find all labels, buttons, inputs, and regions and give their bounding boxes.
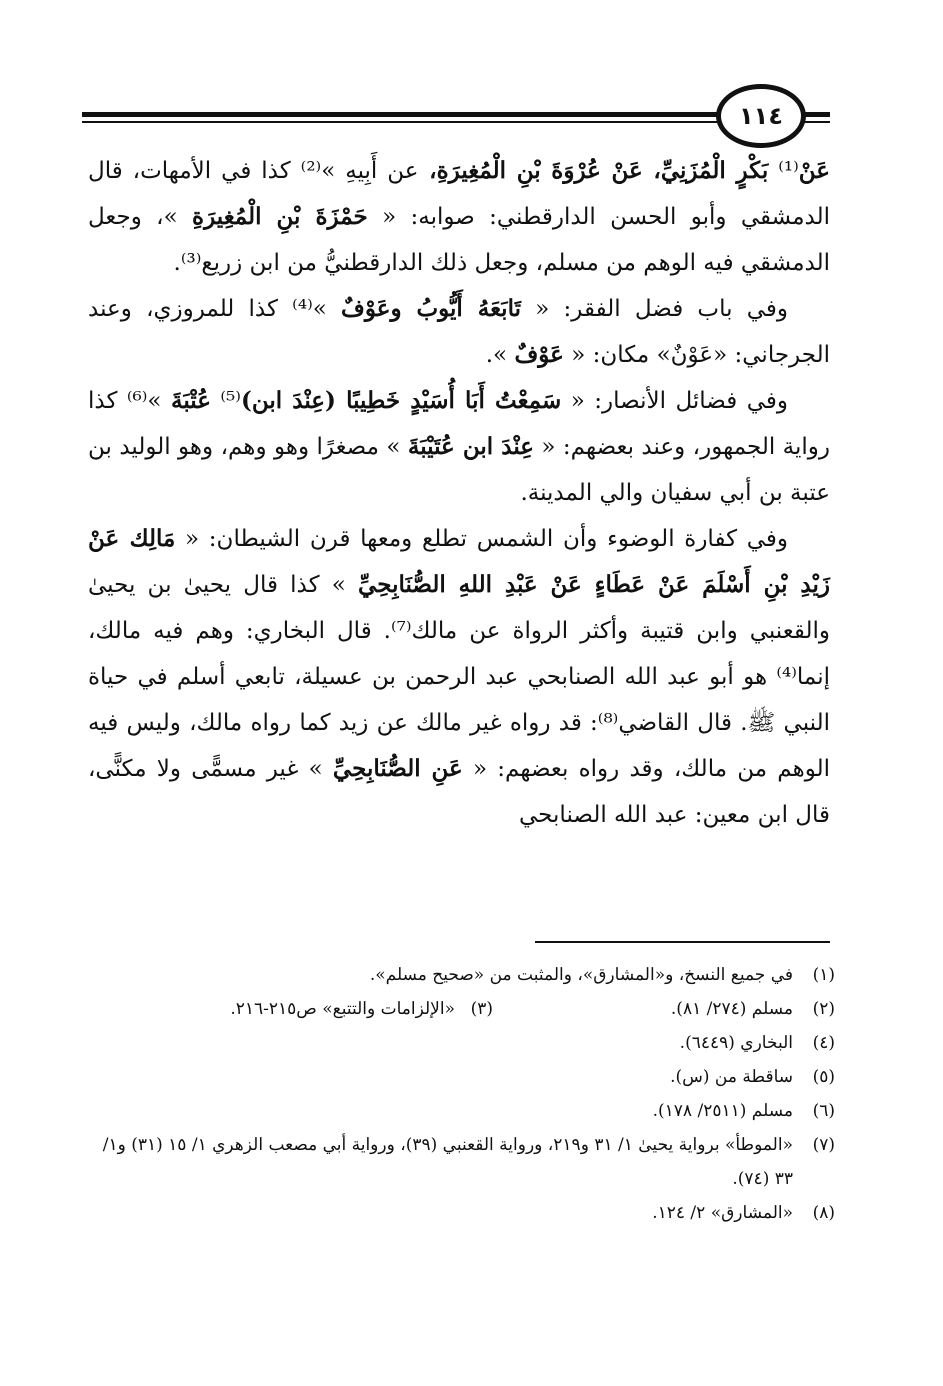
footnote-3 [230,992,493,1026]
footnote-number: (٢) [812,999,835,1019]
quoted-text: عُتْبَةَ [170,387,211,414]
text-run: » كذا قال يحيىٰ بن يحيىٰ والقعنبي وابن قتيبة وأكثر الرواة عن مالك⁽⁷⁾. قال البخاري: وهم فيه مالك، إنما⁽⁴⁾ هو أبو عبد الله الصنابحي عبد الرحمن بن عسيلة، تابعي أسلم في حياة النبي ﷺ. قال القاضي⁽⁸⁾: قد رواه غير مالك عن زيد كما رواه مالك، وليس فيه الوهم من مالك، وقد رواه بعضهم: « [88,572,830,782]
page-number: ١١٤ [716,84,806,148]
footnote-text: «الموطأ» برواية يحيىٰ ١/ ٣١ و٢١٩، ورواية القعنبي (٣٩)، ورواية أبي مصعب الزهري ١/ ١٥ (٣١) و١/ ٣٣ (٧٤). [102,1135,793,1189]
text-run: »⁽⁶⁾ كذا رواية الجمهور، وعند بعضهم: « [88,388,830,460]
footnote-text: في جميع النسخ، و«المشارق»، والمثبت من «صحيح مسلم». [369,965,793,985]
footnote-text: مسلم (٢٥١١/ ١٧٨). [652,1101,793,1121]
footnote-text: مسلم (٢٧٤/ ٨١). [670,999,793,1019]
footnote-text: «الإلزامات والتتبع» ص٢١٥-٢١٦. [230,999,455,1019]
footnote-5 [95,1060,835,1094]
footnote-7 [95,1128,835,1196]
text-run: وفي كفارة الوضوء وأن الشمس تطلع ومعها قرن الشيطان: « [175,526,788,552]
main-text [88,148,830,838]
quoted-text: عَنْ [798,157,830,184]
footnotes [95,958,835,1230]
quoted-text: عَوْفٌ [514,341,564,368]
header-rule [82,112,722,126]
text-run: وفي فضائل الأنصار: « [561,388,788,414]
paragraph [88,148,830,286]
footnote-text: «المشارق» ٢/ ١٢٤. [652,1203,793,1223]
text-run: »⁽⁴⁾ كذا للمروزي، وعند الجرجاني: «عَوْنٌ» مكان: « [88,296,830,368]
footnote-number: (٤) [812,1033,835,1053]
footnote-number: (٧) [812,1135,835,1155]
text-run: ⁽¹⁾ [768,158,799,184]
footnote-row-2-3 [95,992,835,1026]
footnote-separator [535,941,830,943]
footnote-number: (١) [812,965,835,985]
text-run: »، وجعل الدمشقي فيه الوهم من مسلم، وجعل ذلك الدارقطنيُّ من ابن زريع⁽³⁾. [88,204,830,276]
quoted-text: حَمْزَةَ بْنِ الْمُغِيرَةِ [192,203,368,230]
quoted-text: مَالِك عَنْ زَيْدِ بْنِ أَسْلَمَ عَنْ عَطَاءٍ عَنْ عَبْدِ اللهِ الصُّنَابِحِيِّ [88,525,830,598]
quoted-text: سَمِعْتُ أَبَا أُسَيْدٍ خَطِيبًا (عِنْدَ ابن) [240,387,562,414]
footnote-number: (٦) [812,1101,835,1121]
text-run: وفي باب فضل الفقر: « [520,296,788,322]
footnote-6 [95,1094,835,1128]
text-run: » غير مسمًّى ولا مكنًّى، قال ابن معين: عبد الله الصنابحي [88,756,830,828]
quoted-text: عَنِ الصُّنَابِحِيِّ [332,755,463,782]
footnote-number: (٨) [812,1203,835,1223]
footnote-2 [493,992,835,1026]
footnote-1 [95,958,835,992]
quoted-text: عِنْدَ ابن عُتَيْبَةَ [407,433,534,460]
paragraph [88,378,830,516]
text-run: ». [485,342,515,368]
footnote-number: (٣) [470,999,493,1019]
paragraph [88,286,830,378]
text-run: ⁽⁵⁾ [210,388,241,414]
text-run: عن أَبِيهِ »⁽²⁾ كذا في الأمهات، قال الدمشقي وأبو الحسن الدارقطني: صوابه: « [88,158,830,230]
quoted-text: بَكْرٍ الْمُزَنِيِّ، عَنْ عُرْوَةَ بْنِ الْمُغِيرَةِ، [418,157,769,184]
footnote-text: ساقطة من (س). [670,1067,793,1087]
footnote-number: (٥) [812,1067,835,1087]
text-run: » مصغرًا وهو وهم، وهو الوليد بن عتبة بن أبي سفيان والي المدينة. [88,434,830,506]
paragraph [88,516,830,838]
footnote-4 [95,1026,835,1060]
footnote-text: البخاري (٦٤٤٩). [679,1033,793,1053]
footnote-8 [95,1196,835,1230]
quoted-text: تَابَعَهُ أَيُّوبُ وعَوْفٌ [341,295,521,322]
